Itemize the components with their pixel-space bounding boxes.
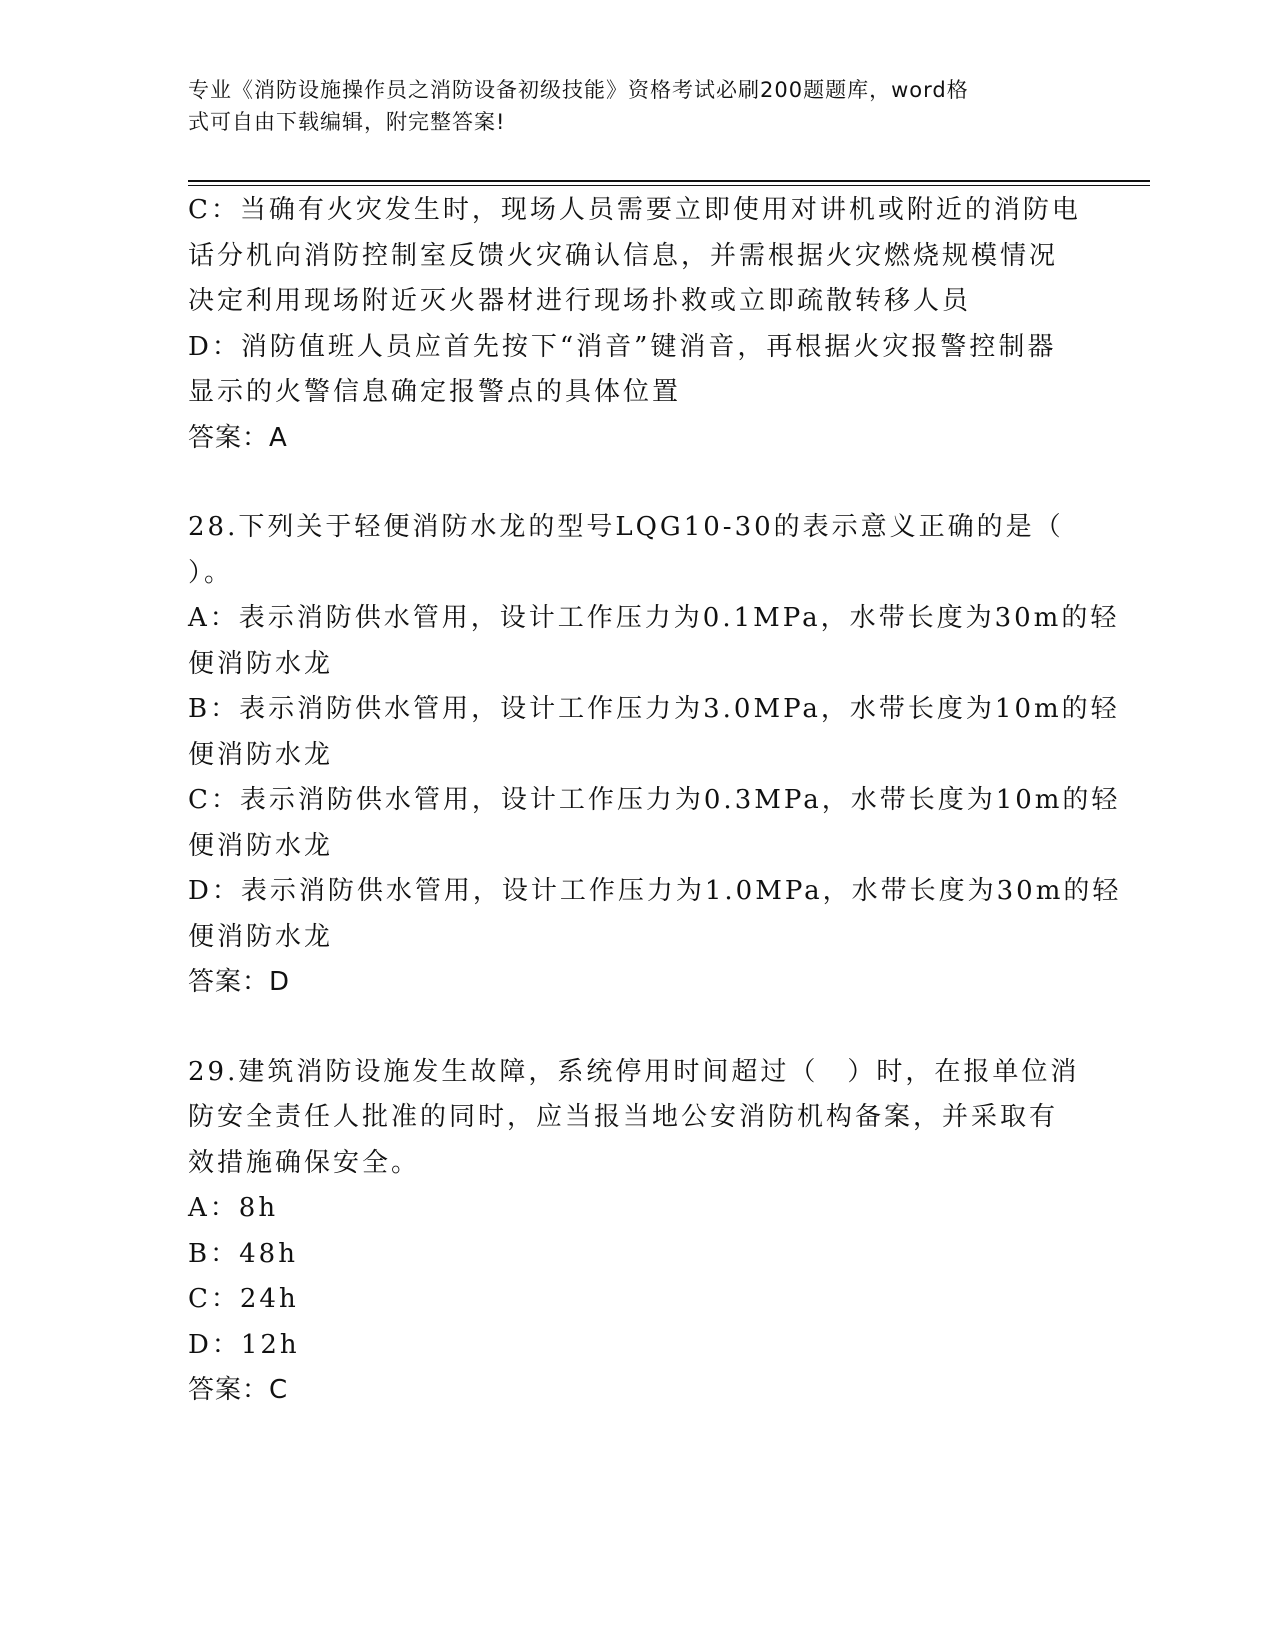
q28-option-d-line-2: 便消防水龙 <box>188 921 334 952</box>
q27-option-c-line-1: C：当确有火灾发生时，现场人员需要立即使用对讲机或附近的消防电 <box>188 195 1081 225</box>
q28-option-a-line-2: 便消防水龙 <box>188 648 334 679</box>
question-27-tail <box>188 188 1088 461</box>
q29-stem-line-2: 防安全责任人批准的同时，应当报当地公安消防机构备案，并采取有 <box>188 1102 1059 1132</box>
q29-option-c: C：24h <box>188 1284 299 1314</box>
header-line-1: 专业《消防设施操作员之消防设备初级技能》资格考试必刷200题题库，word格 <box>188 78 969 102</box>
q29-stem-line-1: 29.建筑消防设施发生故障，系统停用时间超过（ ）时，在报单位消 <box>188 1056 1080 1087</box>
q29-stem-line-3: 效措施确保安全。 <box>188 1147 421 1178</box>
q28-option-b-line-2: 便消防水龙 <box>188 739 334 770</box>
q28-answer: 答案：D <box>188 967 291 997</box>
header-rule-thin <box>188 185 1150 186</box>
q27-option-c-line-3: 决定利用现场附近灭火器材进行现场扑救或立即疏散转移人员 <box>188 286 972 316</box>
q28-option-b-line-1: B：表示消防供水管用，设计工作压力为3.0MPa，水带长度为10m的轻 <box>188 694 1120 724</box>
q28-option-c-line-2: 便消防水龙 <box>188 830 334 861</box>
document-header <box>188 74 1078 138</box>
q28-option-c-line-1: C：表示消防供水管用，设计工作压力为0.3MPa，水带长度为10m的轻 <box>188 785 1121 815</box>
document-body <box>188 188 1122 1414</box>
header-line-2: 式可自由下载编辑，附完整答案! <box>188 110 506 134</box>
header-rule-thick <box>188 180 1150 182</box>
question-29 <box>188 1050 1088 1414</box>
q29-option-d: D：12h <box>188 1329 300 1360</box>
q27-option-c-line-2: 话分机向消防控制室反馈火灾确认信息，并需根据火灾燃烧规模情况 <box>188 240 1059 271</box>
q29-option-b: B：48h <box>188 1238 298 1269</box>
q28-stem-line-1: 28.下列关于轻便消防水龙的型号LQG10-30的表示意义正确的是（ <box>188 512 1064 542</box>
q27-option-d-line-1: D：消防值班人员应首先按下“消音”键消音，再根据火灾报警控制器 <box>188 331 1057 362</box>
q27-option-d-line-2: 显示的火警信息确定报警点的具体位置 <box>188 377 682 407</box>
q28-stem-line-2: ）。 <box>188 557 234 588</box>
q29-answer: 答案：C <box>188 1375 289 1405</box>
q28-option-d-line-1: D：表示消防供水管用，设计工作压力为1.0MPa，水带长度为30m的轻 <box>188 876 1122 906</box>
q29-option-a: A：8h <box>188 1193 279 1223</box>
q28-option-a-line-1: A：表示消防供水管用，设计工作压力为0.1MPa，水带长度为30m的轻 <box>188 603 1120 633</box>
q27-answer: 答案：A <box>188 422 288 453</box>
question-28 <box>188 505 1122 1006</box>
